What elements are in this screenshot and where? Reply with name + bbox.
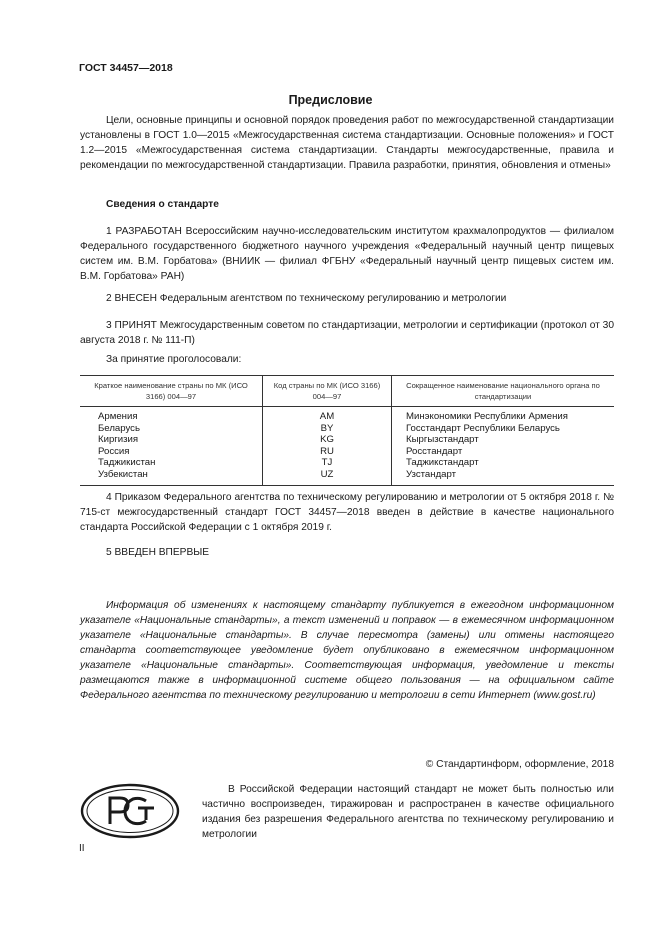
table-row	[80, 407, 614, 423]
country-name: Узбекистан	[80, 469, 263, 485]
standards-body: Росстандарт	[392, 446, 615, 458]
changes-info-note: Информация об изменениях к настоящему стандарту публикуется в ежегодном информационном указателе «Национальные стандарты», а текст изменений и поправок — в ежемесячном информационном указателе «Национальные стандарты». В случае пересмотра (замены) или отмены настоящего стандарта соответствующее уведомление будет опубликовано в ежемесячном информационном указателе «Национальные стандарты». Соответствующая информация, уведомление и тексты размещаются также в информационной системе общего пользования — на официальном сайте Федерального агентства по техническому регулированию и метрологии в сети Интернет (www.gost.ru)	[80, 600, 614, 701]
rst-certification-mark-icon	[80, 782, 180, 840]
country-name: Беларусь	[98, 422, 140, 434]
standard-code: ГОСТ 34457—2018	[79, 62, 173, 74]
item-first-introduced: 5 ВВЕДЕН ВПЕРВЫЕ	[106, 547, 210, 558]
page-number: II	[79, 843, 85, 854]
country-code: UZ	[263, 469, 392, 485]
country-code: BY	[263, 423, 392, 435]
intro-paragraph: Цели, основные принципы и основной порядок проведения работ по межгосударственной стандартизации установлены в ГОСТ 1.0—2015 «Межгосударственная система стандартизации. Основные положения» и ГОСТ 1.2—2015 «Межгосударственная система стандартизации. Стандарты межгосударственные, правила и рекомендации по межгосударственной стандартизации. Правила разработки, принятия, обновления и отмены»	[80, 115, 614, 171]
page-title: Предисловие	[288, 93, 373, 107]
standards-body: Узстандарт	[392, 469, 615, 485]
item-enacted: 4 Приказом Федерального агентства по техническому регулированию и метрологии от 5 октября 2018 г. № 715-ст межгосударственный стандарт ГОСТ 34457—2018 введен в действие в качестве национального стандарта Российской Федерации с 1 октября 2019 г.	[80, 492, 614, 533]
table-row	[80, 434, 614, 446]
country-code: TJ	[263, 457, 392, 469]
table-header-country: Краткое наименование страны по МК (ИСО 3166) 004—97	[80, 376, 263, 407]
rights-notice: В Российской Федерации настоящий стандарт не может быть полностью или частично воспроизведен, тиражирован и распространен в качестве официального издания без разрешения Федерального агентства по техническому регулированию и метрологии	[202, 784, 614, 840]
standards-body: Таджикстандарт	[392, 457, 615, 469]
country-name: Армения	[98, 411, 138, 422]
table-row	[80, 469, 614, 485]
item-developed: 1 РАЗРАБОТАН Всероссийским научно-исследовательским институтом крахмалопродуктов — филиалом Федерального государственного бюджетного научного учреждения «Федеральный научный центр пищевых систем им. В.М. Горбатова» (ВНИИК — филиал ФГБНУ «Федеральный научный центр пищевых систем им. В.М. Горбатова» РАН)	[80, 226, 614, 282]
country-name: Киргизия	[98, 434, 139, 446]
section-heading: Сведения о стандарте	[106, 199, 219, 210]
standards-body: Минэкономики Республики Армения	[392, 407, 615, 423]
item-adopted: 3 ПРИНЯТ Межгосударственным советом по стандартизации, метрологии и сертификации (протокол от 30 августа 2018 г. № 111-П)	[80, 320, 614, 346]
table-row	[80, 423, 614, 435]
voted-label: За принятие проголосовали:	[106, 354, 242, 365]
table-header-row	[80, 376, 614, 407]
country-code: AM	[263, 407, 392, 423]
table-header-body: Сокращенное наименование национального органа по стандартизации	[392, 376, 615, 407]
table-header-code: Код страны по МК (ИСО 3166) 004—97	[263, 376, 392, 407]
table-row	[80, 457, 614, 469]
country-name: Таджикистан	[98, 457, 156, 469]
voting-countries-table	[80, 375, 614, 486]
country-code: KG	[263, 434, 392, 446]
table-row	[80, 446, 614, 458]
item-submitted: 2 ВНЕСЕН Федеральным агентством по техническому регулированию и метрологии	[106, 293, 507, 304]
copyright-line: © Стандартинформ, оформление, 2018	[425, 759, 614, 770]
standards-body: Госстандарт Республики Беларусь	[392, 423, 615, 435]
standards-body: Кыргызстандарт	[392, 434, 615, 446]
country-name: Россия	[98, 445, 130, 457]
country-code: RU	[263, 446, 392, 458]
